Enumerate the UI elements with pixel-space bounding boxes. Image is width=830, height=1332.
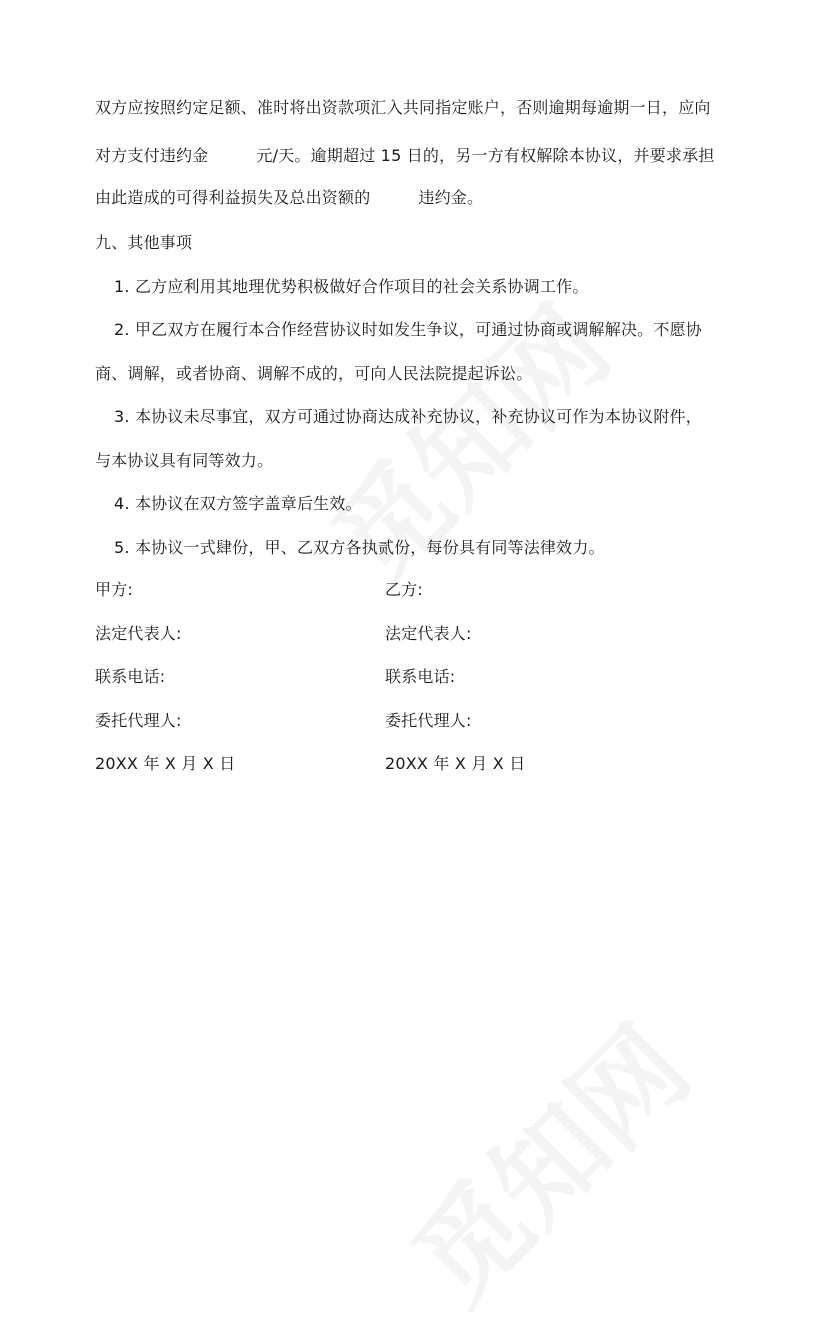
paragraph-line-2-end: 元/天。逾期超过 15 日的，另一方有权解除本协议，并要求承担 (256, 146, 715, 165)
party-a-date: 20XX 年 X 月 X 日 (95, 754, 236, 773)
party-b-legal-rep: 法定代表人: (385, 624, 472, 643)
party-b-date: 20XX 年 X 月 X 日 (385, 754, 526, 773)
paragraph-line-3-start: 由此造成的可得利益损失及总出资额的 (95, 188, 371, 207)
list-item-3-line-2: 与本协议具有同等效力。 (95, 451, 274, 470)
party-a-legal-rep: 法定代表人: (95, 624, 182, 643)
section-heading: 九、其他事项 (95, 233, 193, 252)
party-a-agent: 委托代理人: (95, 711, 182, 730)
list-item-1: 1. 乙方应利用其地理优势积极做好合作项目的社会关系协调工作。 (114, 277, 589, 296)
paragraph-line-2-start: 对方支付违约金 (95, 146, 209, 165)
list-item-5: 5. 本协议一式肆份，甲、乙双方各执贰份，每份具有同等法律效力。 (114, 538, 605, 557)
paragraph-line-3-end: 违约金。 (418, 188, 484, 207)
party-a-label: 甲方: (95, 580, 133, 599)
party-b-agent: 委托代理人: (385, 711, 472, 730)
list-item-2-line-2: 商、调解，或者协商、调解不成的，可向人民法院提起诉讼。 (95, 364, 533, 383)
paragraph-line-2 (95, 146, 715, 166)
list-item-4: 4. 本协议在双方签字盖章后生效。 (114, 494, 362, 513)
watermark-bottom (372, 986, 717, 1331)
paragraph-line-3 (95, 188, 483, 208)
list-item-3-line-1: 3. 本协议未尽事宜，双方可通过协商达成补充协议，补充协议可作为本协议附件， (114, 407, 702, 426)
list-item-2-line-1: 2. 甲乙双方在履行本合作经营协议时如发生争议，可通过协商或调解解决。不愿协 (114, 320, 702, 339)
party-a-phone: 联系电话: (95, 667, 166, 686)
watermark-top (292, 266, 637, 611)
party-b-phone: 联系电话: (385, 667, 456, 686)
party-b-label: 乙方: (385, 580, 423, 599)
paragraph-line-1: 双方应按照约定足额、准时将出资款项汇入共同指定账户，否则逾期每逾期一日，应向 (95, 98, 711, 117)
